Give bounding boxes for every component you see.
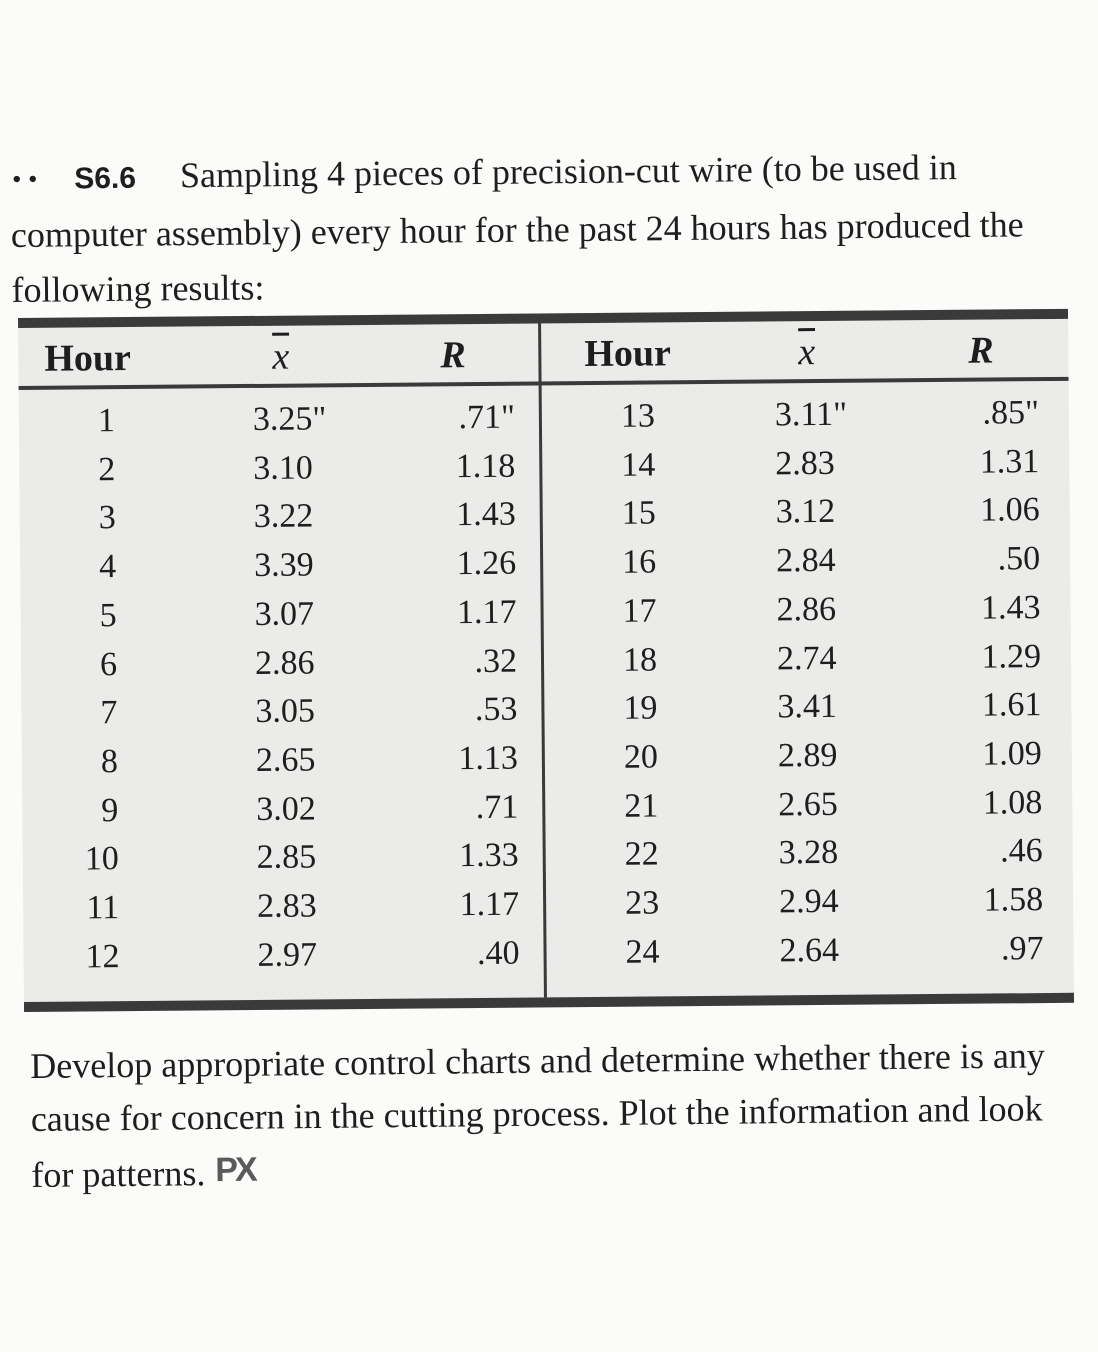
table-header-rule — [19, 377, 1069, 390]
table-cell: 8 — [100, 743, 119, 781]
table-cell: 3.07 — [254, 595, 315, 633]
table-cell: 17 — [622, 592, 657, 630]
table-bottom-rule — [24, 993, 1074, 1012]
table-cell: 2.89 — [777, 736, 838, 775]
column-hour-left — [59, 397, 120, 982]
table-cell: 2.64 — [779, 931, 840, 970]
table-cell: 10 — [84, 840, 119, 878]
table-cell: 3.05 — [255, 692, 316, 731]
table-cell: 3.22 — [253, 497, 314, 536]
px-logo-icon: PX — [215, 1150, 255, 1190]
table-cell: 1.61 — [981, 686, 1042, 724]
table-cell: 5 — [99, 596, 117, 635]
question-text — [30, 1029, 1077, 1202]
table-cell: 3.28 — [778, 834, 839, 872]
table-cell: 1.58 — [983, 881, 1044, 919]
table-cell: 9 — [101, 791, 119, 829]
column-hour-right — [585, 392, 660, 977]
table-cell: 2 — [98, 450, 116, 489]
column-r-left — [397, 394, 520, 979]
header-hour-left: Hour — [44, 337, 132, 380]
table-cell: 19 — [623, 689, 658, 727]
table-cell: 3.12 — [775, 493, 836, 531]
xbar-symbol: $\overline{x}$ — [272, 335, 290, 378]
table-cell: 23 — [624, 884, 660, 922]
table-cell: 2.65 — [255, 741, 316, 779]
table-cell: 22 — [624, 835, 659, 874]
table-cell: 1.06 — [980, 491, 1040, 530]
table-cell: 1.08 — [982, 783, 1043, 822]
table-cell: 1.33 — [459, 836, 519, 875]
table-cell: 1.29 — [981, 637, 1042, 676]
header-r-left: R — [440, 334, 466, 377]
table-cell: 2.86 — [776, 590, 837, 629]
table-cell: .97 — [1000, 929, 1044, 968]
header-xbar-left — [272, 332, 289, 382]
table-cell: 1.26 — [456, 544, 517, 583]
table-cell: 1.18 — [455, 447, 516, 485]
table-cell: 1.13 — [458, 739, 519, 778]
table-cell: 3.39 — [254, 546, 314, 585]
table-cell: 14 — [621, 446, 656, 484]
table-cell: 1 — [97, 402, 116, 440]
table-cell: 3.02 — [256, 790, 316, 828]
table-cell: 15 — [621, 494, 656, 533]
table-cell: .50 — [997, 540, 1041, 578]
data-table — [18, 309, 1074, 1012]
header-hour-right: Hour — [584, 332, 672, 376]
table-center-divider — [538, 323, 547, 997]
table-cell: 3.25" — [252, 400, 327, 438]
problem-intro — [10, 139, 1072, 318]
table-cell: 2.65 — [778, 785, 838, 824]
table-cell: .53 — [474, 690, 518, 729]
table-cell: .32 — [474, 642, 518, 680]
table-cell: 21 — [624, 787, 659, 825]
column-r-right — [919, 389, 1044, 974]
table-cell: 1.09 — [982, 735, 1043, 773]
table-cell: 1.17 — [459, 885, 520, 924]
table-cell: 2.84 — [775, 541, 836, 580]
table-cell: 13 — [620, 397, 656, 435]
problem-statement: Sampling 4 pieces of precision-cut wire (to be used in computer assembly) every hour for the past 24 hours has produced the following results: — [10, 147, 1024, 311]
table-cell: 2.86 — [254, 643, 315, 682]
table-cell: 3.11" — [774, 395, 848, 434]
table-cell: 2.83 — [256, 887, 317, 925]
table-cell: 2.74 — [776, 639, 837, 677]
table-cell: 2.85 — [256, 838, 317, 877]
column-xbar-left — [253, 395, 368, 980]
table-cell: .71" — [458, 398, 516, 437]
table-cell: 18 — [622, 640, 658, 679]
table-cell: 3.41 — [777, 688, 838, 726]
header-r-right: R — [968, 329, 994, 372]
table-cell: 20 — [623, 738, 659, 776]
table-cell: 3.10 — [253, 449, 313, 487]
header-xbar-right — [798, 327, 815, 377]
column-xbar-right — [775, 390, 890, 975]
table-cell: .85" — [982, 394, 1040, 432]
table-cell: 2.83 — [775, 444, 835, 483]
table-cell: 16 — [621, 543, 657, 581]
table-cell: 1.17 — [456, 593, 517, 631]
table-cell: 2.97 — [257, 936, 318, 974]
xbar-symbol: $\overline{x}$ — [798, 331, 816, 374]
table-cell: 4 — [99, 548, 117, 586]
difficulty-marker: •• — [10, 167, 43, 194]
table-cell: 1.43 — [980, 588, 1041, 627]
table-cell: 11 — [86, 889, 120, 927]
table-cell: .46 — [1000, 832, 1043, 870]
table-cell: 24 — [625, 933, 660, 971]
table-cell: .71 — [475, 788, 519, 826]
problem-id: S6.6 — [74, 161, 137, 196]
question-body: Develop appropriate control charts and determine whether there is any cause for concern in the cutting process. Plot the information and look for patterns. — [30, 1035, 1046, 1195]
table-cell: 1.31 — [979, 442, 1040, 481]
table-cell: 1.43 — [456, 496, 516, 534]
table-cell: 6 — [99, 645, 118, 683]
table-cell: 7 — [100, 694, 118, 732]
table-cell: 12 — [85, 937, 120, 976]
table-cell: 3 — [98, 499, 116, 537]
table-cell: 2.94 — [778, 882, 839, 921]
table-cell: .40 — [476, 934, 520, 972]
